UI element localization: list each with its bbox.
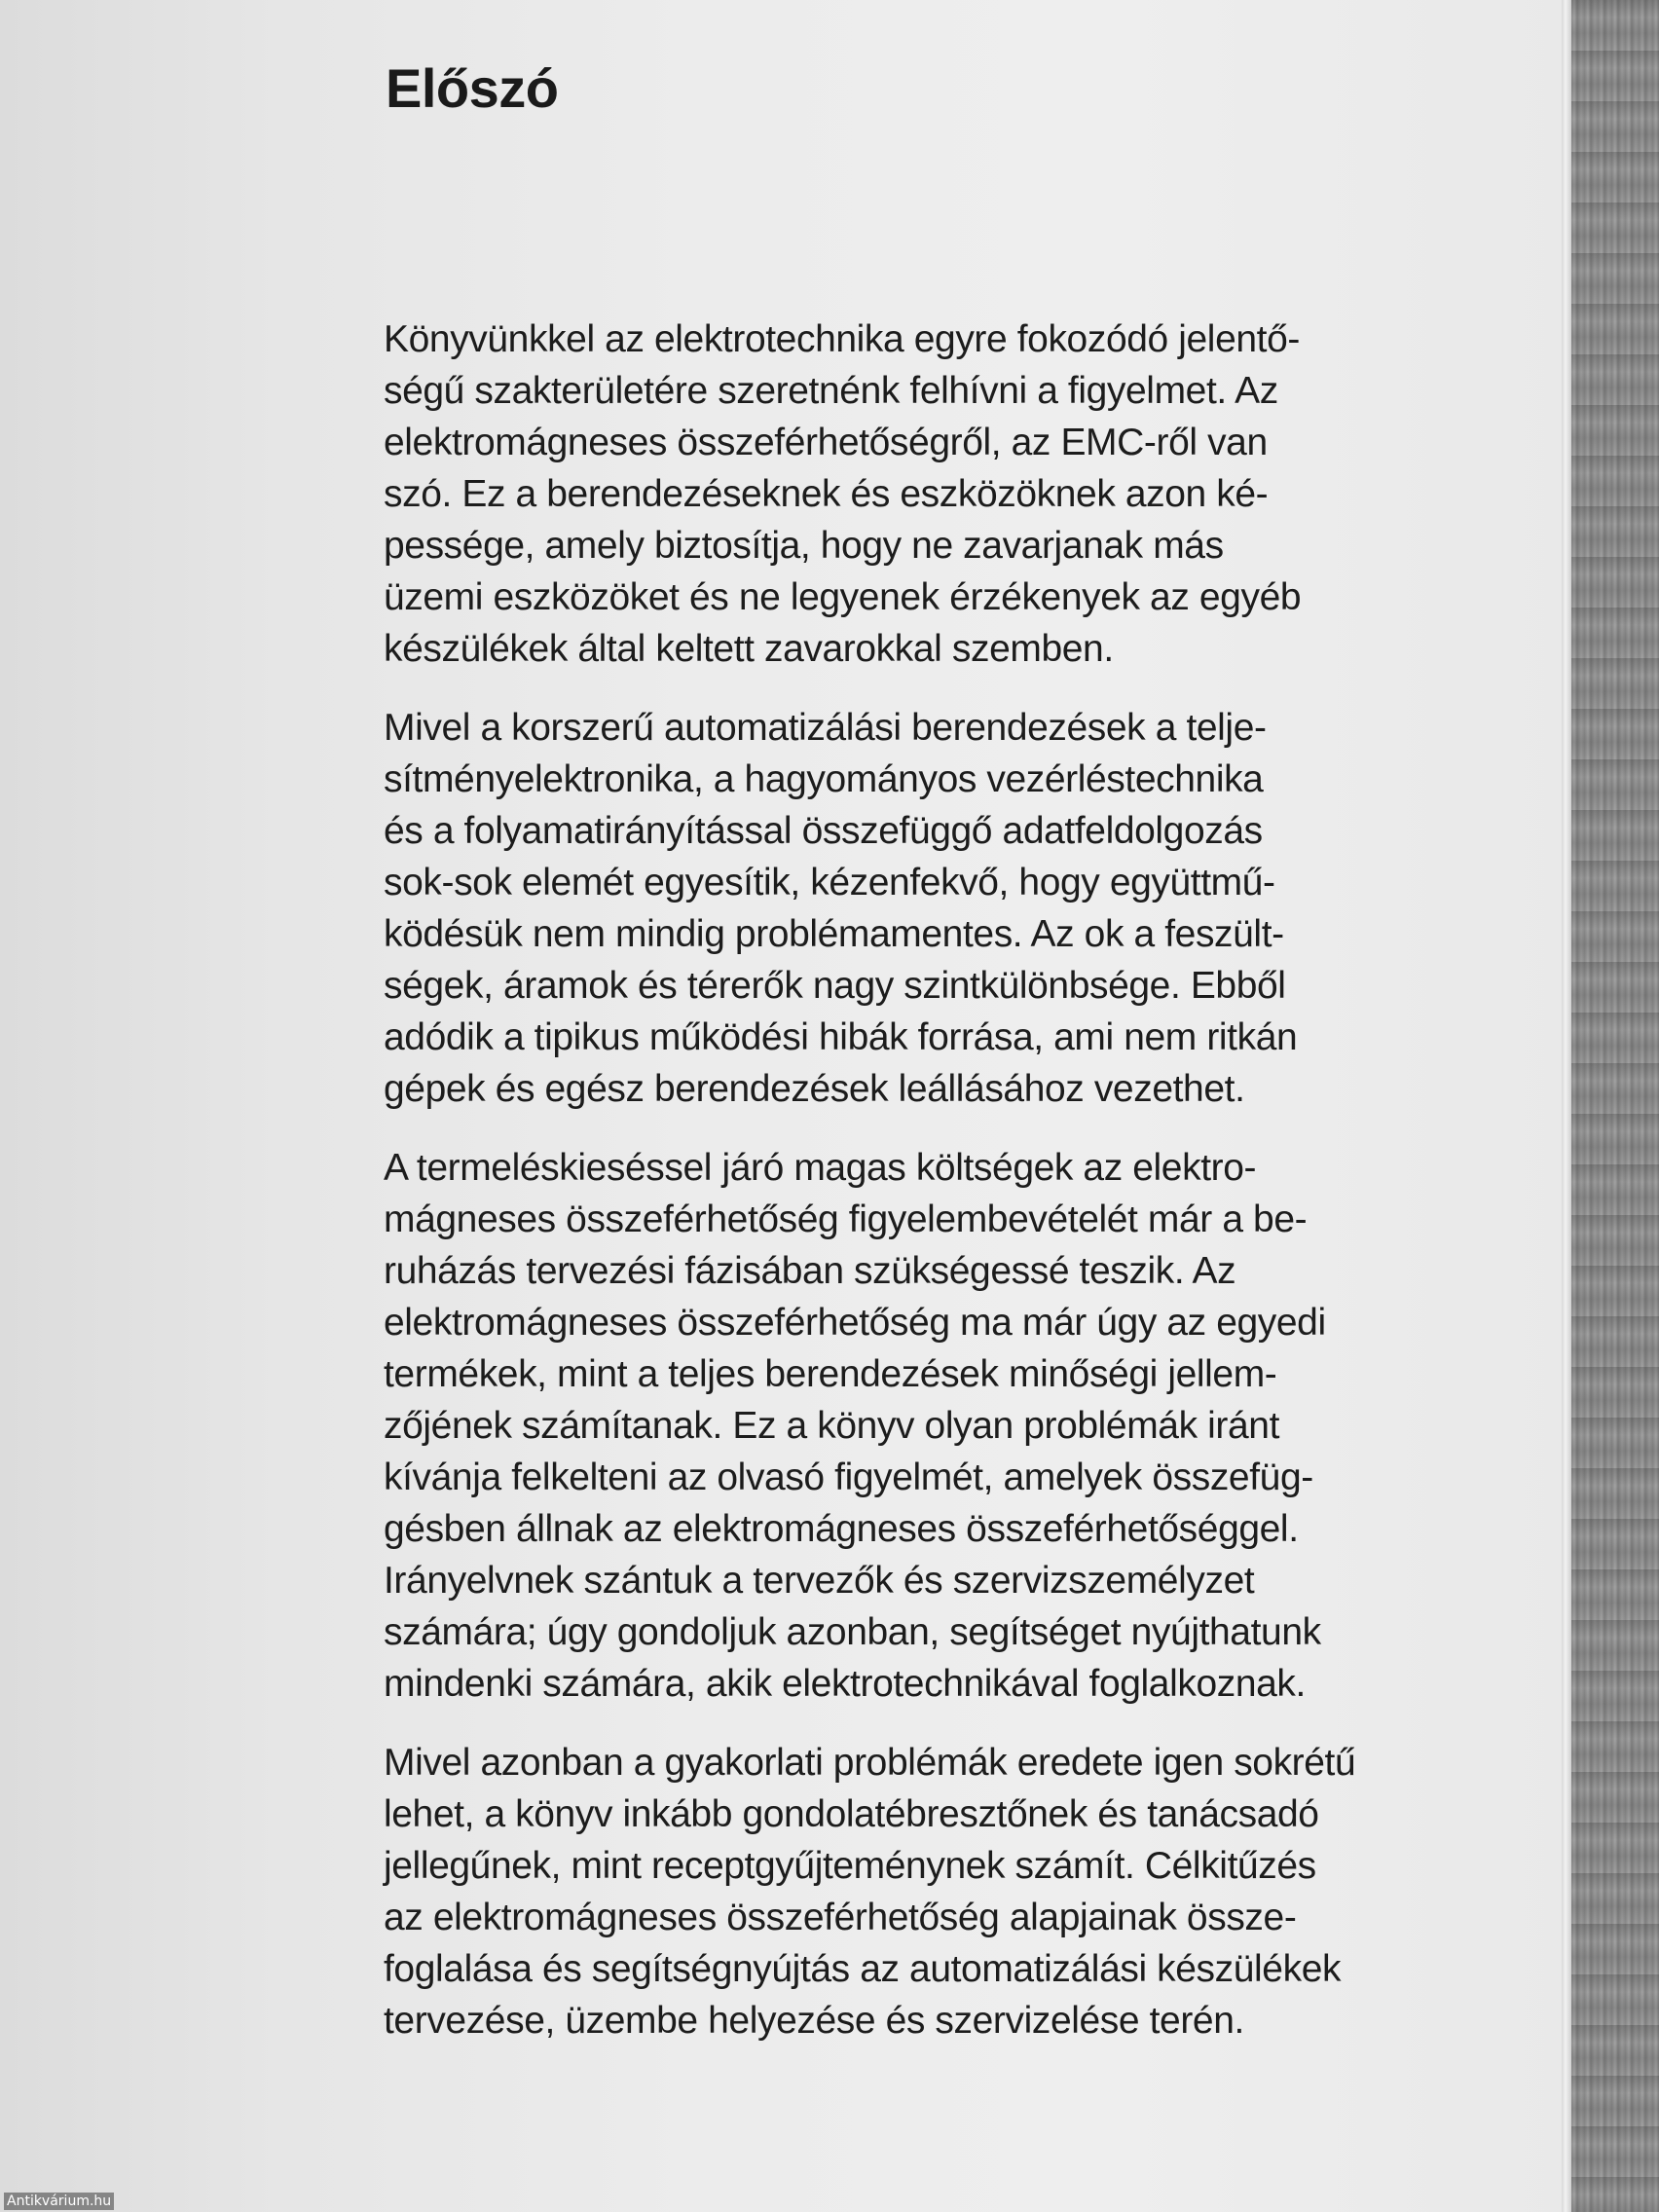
watermark: Antikvárium.hu: [4, 2193, 114, 2210]
text-line: gépek és egész berendezések leállásához vezethet.: [384, 1068, 1245, 1110]
paragraph-2: [384, 702, 1493, 1115]
text-line: adódik a tipikus működési hibák forrása, ami nem ritkán: [384, 1016, 1298, 1058]
text-line: A termeléskieséssel járó magas költségek az elektro-: [384, 1147, 1257, 1189]
text-line: pessége, amely biztosítja, hogy ne zavarjanak más: [384, 525, 1224, 567]
text-line: elektromágneses összeférhetőségről, az EMC-ről van: [384, 422, 1268, 463]
text-line: szó. Ez a berendezéseknek és eszközöknek azon ké-: [384, 473, 1269, 515]
paragraph-1: [384, 313, 1493, 675]
page-title: Előszó: [386, 57, 559, 119]
text-line: jellegűnek, mint receptgyűjteménynek számít. Célkitűzés: [384, 1845, 1316, 1887]
text-line: zőjének számítanak. Ez a könyv olyan problémák iránt: [384, 1405, 1279, 1447]
text-line: gésben állnak az elektromágneses összeférhetőséggel.: [384, 1508, 1299, 1550]
text-line: ruházás tervezési fázisában szükségessé teszik. Az: [384, 1250, 1236, 1292]
body-text: [384, 313, 1493, 2074]
text-line: az elektromágneses összeférhetőség alapjainak össze-: [384, 1897, 1297, 1938]
text-line: termékek, mint a teljes berendezések minőségi jellem-: [384, 1353, 1277, 1395]
text-line: kívánja felkelteni az olvasó figyelmét, amelyek összefüg-: [384, 1456, 1313, 1498]
text-line: számára; úgy gondoljuk azonban, segítséget nyújthatunk: [384, 1611, 1321, 1653]
text-line: Könyvünkkel az elektrotechnika egyre fokozódó jelentő-: [384, 318, 1300, 360]
text-line: ségű szakterületére szeretnénk felhívni a figyelmet. Az: [384, 370, 1278, 412]
page-stack-background: [1571, 0, 1659, 2212]
paragraph-4: [384, 1737, 1493, 2046]
text-line: lehet, a könyv inkább gondolatébresztőnek és tanácsadó: [384, 1793, 1319, 1835]
text-line: és a folyamatirányítással összefüggő adatfeldolgozás: [384, 810, 1263, 852]
text-line: Mivel azonban a gyakorlati problémák eredete igen sokrétű: [384, 1742, 1356, 1784]
text-line: sítményelektronika, a hagyományos vezérléstechnika: [384, 758, 1264, 800]
text-line: készülékek által keltett zavarokkal szemben.: [384, 628, 1114, 670]
text-line: üzemi eszközöket és ne legyenek érzékenyek az egyéb: [384, 576, 1302, 618]
text-line: ködésük nem mindig problémamentes. Az ok a feszült-: [384, 913, 1284, 955]
text-line: ségek, áramok és térerők nagy szintkülönbsége. Ebből: [384, 965, 1286, 1007]
paragraph-3: [384, 1142, 1493, 1710]
text-line: sok-sok elemét egyesítik, kézenfekvő, hogy együttmű-: [384, 862, 1275, 903]
text-line: foglalása és segítségnyújtás az automatizálási készülékek: [384, 1948, 1342, 1990]
text-line: mindenki számára, akik elektrotechnikával foglalkoznak.: [384, 1663, 1306, 1705]
text-line: mágneses összeférhetőség figyelembevételét már a be-: [384, 1198, 1308, 1240]
text-line: Mivel a korszerű automatizálási berendezések a telje-: [384, 707, 1267, 749]
text-line: Irányelvnek szántuk a tervezők és szervizszemélyzet: [384, 1560, 1255, 1602]
page-edge: [1562, 0, 1571, 2212]
text-line: elektromágneses összeférhetőség ma már úgy az egyedi: [384, 1302, 1326, 1344]
text-line: tervezése, üzembe helyezése és szervizelése terén.: [384, 2000, 1244, 2042]
